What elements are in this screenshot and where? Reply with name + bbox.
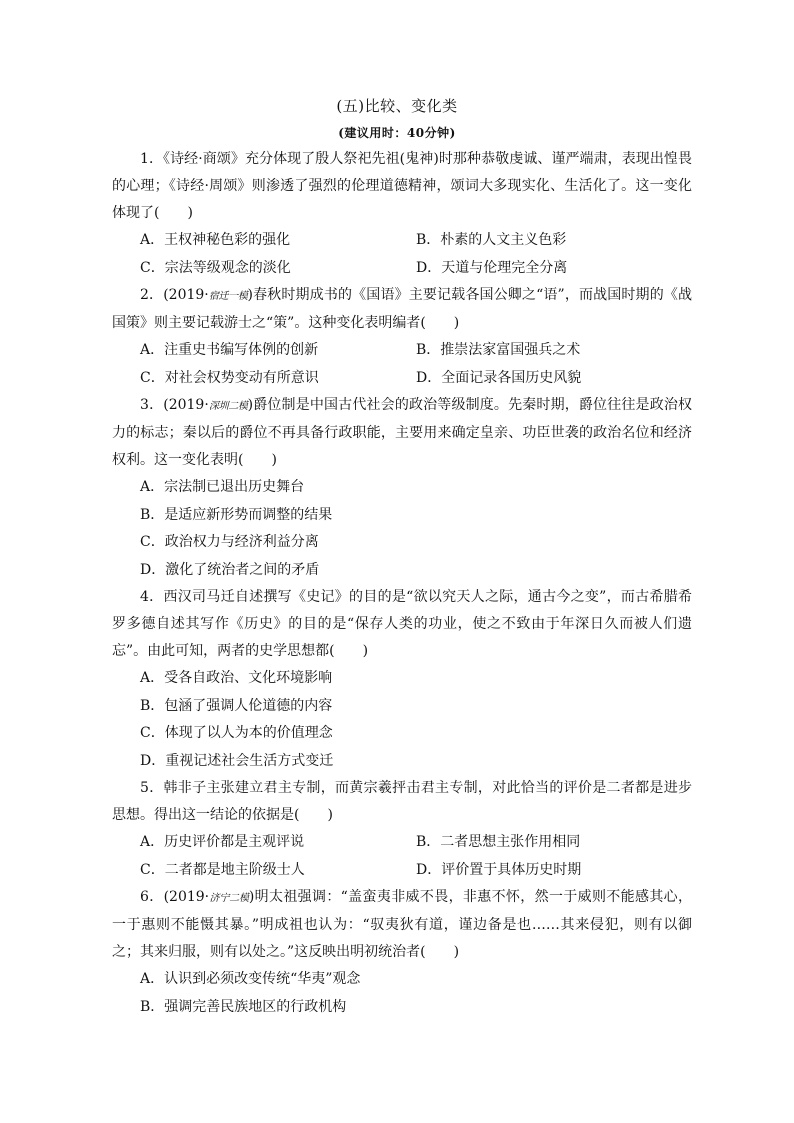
question-4 (112, 584, 692, 775)
option-group (112, 474, 692, 584)
question-stem (112, 584, 692, 665)
option-a: A．历史评价都是主观评说 (140, 834, 305, 850)
question-stem (112, 146, 692, 227)
question-stem (112, 884, 692, 966)
option-c: C．政治权力与经济利益分离 (140, 534, 319, 550)
option-c: C．对社会权势变动有所意识 (140, 369, 319, 386)
question-stem (112, 775, 692, 829)
option-b: B．包涵了强调人伦道德的内容 (140, 697, 333, 714)
question-2 (112, 282, 692, 392)
option-d: D．重视记述社会生活方式变迁 (140, 752, 334, 769)
option-group (112, 337, 692, 392)
option-group (112, 665, 692, 775)
option-a: A．认识到必须改变传统“华夷”观念 (140, 971, 361, 987)
option-b: B．朴素的人文主义色彩 (416, 232, 567, 248)
suggested-time: (建议用时：40分钟) (338, 126, 456, 140)
stem-text: 2．(2019· (140, 287, 209, 303)
stem-text: )春秋时期成书的《国语》主要记载各国公卿之“语”，而战国时期的《战国策》则主要记载游士之“策”。这种变化表明编者( ) (112, 287, 693, 331)
option-d: D．天道与伦理完全分离 (416, 259, 568, 276)
option-a: A．受各自政治、文化环境影响 (140, 670, 333, 686)
option-c: C．体现了以人为本的价值理念 (140, 725, 333, 741)
question-stem (112, 282, 692, 337)
exam-source: 宿迁一模 (208, 291, 248, 302)
option-group (112, 227, 692, 282)
question-1 (112, 146, 692, 282)
stem-text: )明太祖强调：“盖蛮夷非威不畏，非惠不怀，然一于威则不能感其心，一于惠则不能慑其暴。”明成祖也认为：“驭夷狄有道，谨边备是也……其来侵犯，则有以御之；其来归服，则有以处之。”这反映出明初统治者( ) (112, 889, 693, 960)
option-a: A．注重史书编写体例的创新 (140, 342, 319, 358)
option-group (112, 829, 692, 884)
page-title: (五)比较、变化类 (336, 97, 458, 115)
option-d: D．全面记录各国历史风貌 (416, 369, 582, 386)
option-a: A．宗法制已退出历史舞台 (140, 479, 305, 495)
option-a: A．王权神秘色彩的强化 (140, 232, 291, 248)
stem-text: 1．《诗经·商颂》充分体现了殷人祭祀先祖(鬼神)时那种恭敬虔诚、谨严端肃，表现出惶畏的心理；《诗经·周颂》则渗透了强烈的伦理道德精神，颂词大多现实化、生活化了。这一变化体现了( ) (112, 151, 692, 221)
exam-source: 济宁二模 (209, 893, 249, 904)
option-b: B．是适应新形势而调整的结果 (140, 506, 333, 523)
stem-text: 3．(2019· (140, 397, 209, 413)
option-b: B．强调完善民族地区的行政机构 (140, 998, 347, 1015)
option-group (112, 966, 692, 1021)
question-3 (112, 392, 692, 584)
option-c: C．宗法等级观念的淡化 (140, 259, 291, 276)
stem-text: 4．西汉司马迁自述撰写《史记》的目的是“欲以究天人之际，通古今之变”，而古希腊希罗多德自述其写作《历史》的目的是“保存人类的功业，使之不致由于年深日久而被人们遗忘”。由此可知，两者的史学思想都( ) (112, 589, 692, 659)
question-5 (112, 775, 692, 884)
option-b: B．推崇法家富国强兵之术 (416, 342, 581, 358)
question-stem (112, 392, 692, 474)
exam-source: 深圳二模 (208, 401, 248, 412)
option-d: D．评价置于具体历史时期 (416, 861, 582, 878)
stem-text: 6．(2019· (140, 889, 210, 905)
question-6 (112, 884, 692, 1021)
stem-text: )爵位制是中国古代社会的政治等级制度。先秦时期，爵位往往是政治权力的标志；秦以后的爵位不再具备行政职能，主要用来确定皇亲、功臣世袭的政治名位和经济权利。这一变化表明( ) (112, 397, 693, 468)
option-b: B．二者思想主张作用相同 (416, 834, 581, 850)
option-c: C．二者都是地主阶级士人 (140, 861, 305, 878)
option-d: D．激化了统治者之间的矛盾 (140, 561, 320, 578)
stem-text: 5．韩非子主张建立君主专制，而黄宗羲抨击君主专制，对此恰当的评价是二者都是进步思想。得出这一结论的依据是( ) (112, 780, 692, 823)
question-list (112, 146, 692, 1021)
